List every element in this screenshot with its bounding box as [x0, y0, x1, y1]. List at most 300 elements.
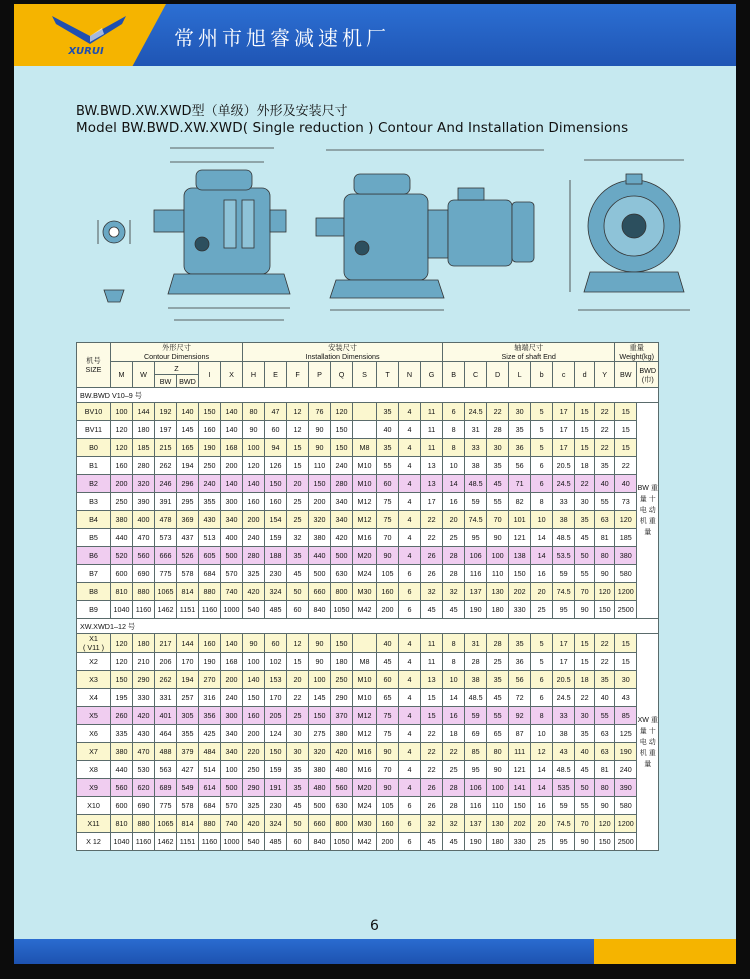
- table-cell: 578: [177, 797, 199, 815]
- table-cell: M12: [353, 707, 377, 725]
- model-cell: B6: [77, 547, 111, 565]
- table-cell: 160: [265, 493, 287, 511]
- table-cell: 340: [331, 493, 353, 511]
- table-cell: 206: [155, 653, 177, 671]
- table-cell: 36: [509, 439, 531, 457]
- table-cell: 560: [133, 547, 155, 565]
- table-cell: 478: [155, 511, 177, 529]
- col-BWD-label: BWD: [639, 365, 657, 375]
- table-cell: 6: [531, 671, 553, 689]
- table-cell: 880: [133, 583, 155, 601]
- table-cell: 60: [287, 833, 309, 851]
- table-cell: 74.5: [553, 583, 575, 601]
- table-cell: 130: [487, 815, 509, 833]
- table-cell: 45: [421, 833, 443, 851]
- table-cell: 120: [595, 583, 615, 601]
- table-cell: 200: [377, 833, 399, 851]
- table-cell: M10: [353, 457, 377, 475]
- table-cell: 153: [265, 671, 287, 689]
- table-cell: 250: [111, 493, 133, 511]
- table-cell: 1160: [199, 833, 221, 851]
- title-chinese: BW.BWD.XW.XWD型（单级）外形及安装尺寸: [76, 104, 348, 119]
- table-cell: 200: [111, 475, 133, 493]
- col-Z-BWD: BWD: [177, 375, 199, 388]
- table-cell: 4: [399, 671, 421, 689]
- table-cell: 55: [575, 565, 595, 583]
- table-cell: 40: [377, 421, 399, 439]
- table-cell: 6: [399, 583, 421, 601]
- table-cell: 82: [509, 493, 531, 511]
- catalog-page: [14, 4, 736, 964]
- table-cell: 380: [615, 547, 637, 565]
- col-H: H: [243, 362, 265, 388]
- table-cell: 530: [133, 761, 155, 779]
- xw-rows: [77, 634, 699, 851]
- table-cell: 40: [575, 743, 595, 761]
- table-cell: 90: [575, 833, 595, 851]
- table-cell: 28: [443, 547, 465, 565]
- table-cell: 125: [615, 725, 637, 743]
- table-cell: 140: [243, 475, 265, 493]
- table-cell: 35: [487, 671, 509, 689]
- col-BWD-unit: (巾): [641, 374, 654, 384]
- table-cell: 30: [287, 743, 309, 761]
- table-cell: 92: [509, 707, 531, 725]
- table-cell: 12: [531, 743, 553, 761]
- table-cell: 8: [443, 439, 465, 457]
- table-cell: 140: [221, 403, 243, 421]
- table-cell: 150: [331, 439, 353, 457]
- table-cell: 140: [221, 421, 243, 439]
- table-cell: M12: [353, 725, 377, 743]
- table-cell: 145: [177, 421, 199, 439]
- table-cell: 4: [399, 475, 421, 493]
- table-cell: 120: [111, 634, 133, 653]
- table-cell: 840: [309, 601, 331, 619]
- table-cell: 102: [265, 653, 287, 671]
- table-cell: 20: [287, 671, 309, 689]
- table-cell: 160: [377, 815, 399, 833]
- model-cell: B8: [77, 583, 111, 601]
- col-S: S: [353, 362, 377, 388]
- table-cell: 5: [531, 634, 553, 653]
- table-cell: 355: [177, 725, 199, 743]
- table-cell: 290: [133, 671, 155, 689]
- col-d: d: [575, 362, 595, 388]
- model-cell: X6: [77, 725, 111, 743]
- table-row: [77, 529, 699, 547]
- table-row: [77, 457, 699, 475]
- table-cell: 330: [509, 601, 531, 619]
- table-cell: 275: [309, 725, 331, 743]
- table-cell: 4: [399, 403, 421, 421]
- table-cell: 194: [177, 671, 199, 689]
- table-cell: M12: [353, 493, 377, 511]
- bwd-reducer-motor-drawing: [316, 150, 544, 310]
- table-cell: 160: [243, 493, 265, 511]
- table-cell: 35: [487, 457, 509, 475]
- table-cell: 160: [199, 634, 221, 653]
- table-row: [77, 689, 699, 707]
- table-cell: 190: [199, 439, 221, 457]
- table-cell: 188: [265, 547, 287, 565]
- table-cell: 16: [531, 797, 553, 815]
- table-cell: 24.5: [465, 403, 487, 421]
- table-cell: M42: [353, 833, 377, 851]
- table-cell: 250: [199, 457, 221, 475]
- table-cell: 63: [595, 511, 615, 529]
- header-contour: [111, 343, 243, 362]
- table-cell: 420: [331, 529, 353, 547]
- table-cell: 630: [331, 797, 353, 815]
- table-cell: 220: [243, 743, 265, 761]
- table-cell: 150: [265, 743, 287, 761]
- table-cell: 150: [595, 601, 615, 619]
- table-cell: 116: [465, 797, 487, 815]
- table-cell: 246: [155, 475, 177, 493]
- table-cell: 4: [399, 511, 421, 529]
- table-cell: 28: [487, 421, 509, 439]
- table-cell: 32: [287, 529, 309, 547]
- table-cell: 5: [531, 653, 553, 671]
- col-D: D: [487, 362, 509, 388]
- table-cell: 30: [575, 493, 595, 511]
- table-cell: 500: [221, 547, 243, 565]
- table-cell: 200: [243, 725, 265, 743]
- table-cell: 190: [615, 743, 637, 761]
- table-cell: 1040: [111, 833, 133, 851]
- table-cell: 150: [331, 634, 353, 653]
- table-cell: 50: [575, 779, 595, 797]
- table-cell: 159: [265, 529, 287, 547]
- table-cell: 290: [331, 689, 353, 707]
- model-cell: X9: [77, 779, 111, 797]
- table-cell: 6: [531, 475, 553, 493]
- table-cell: 549: [177, 779, 199, 797]
- table-cell: 620: [133, 779, 155, 797]
- table-cell: 15: [421, 689, 443, 707]
- table-cell: 76: [309, 403, 331, 421]
- table-cell: 90: [487, 529, 509, 547]
- table-cell: M10: [353, 475, 377, 493]
- table-cell: 10: [443, 457, 465, 475]
- model-cell: B9: [77, 601, 111, 619]
- table-cell: 168: [221, 653, 243, 671]
- table-cell: M8: [353, 439, 377, 457]
- table-cell: 18: [575, 457, 595, 475]
- table-cell: 180: [331, 653, 353, 671]
- table-cell: 26: [421, 797, 443, 815]
- table-cell: 105: [377, 565, 399, 583]
- table-cell: 22: [595, 634, 615, 653]
- table-cell: 689: [155, 779, 177, 797]
- table-cell: 22: [595, 403, 615, 421]
- table-cell: 775: [155, 565, 177, 583]
- col-E: E: [265, 362, 287, 388]
- table-cell: 14: [531, 547, 553, 565]
- table-cell: 401: [155, 707, 177, 725]
- table-cell: 262: [155, 671, 177, 689]
- table-cell: 70: [377, 761, 399, 779]
- table-cell: 35: [287, 779, 309, 797]
- table-cell: 684: [199, 565, 221, 583]
- table-cell: 120: [331, 403, 353, 421]
- table-cell: 355: [199, 493, 221, 511]
- table-cell: 65: [377, 689, 399, 707]
- model-cell: B1: [77, 457, 111, 475]
- table-cell: 240: [221, 689, 243, 707]
- table-cell: 535: [553, 779, 575, 797]
- table-cell: 2500: [615, 601, 637, 619]
- table-cell: 26: [421, 779, 443, 797]
- table-cell: 325: [243, 797, 265, 815]
- table-cell: 90: [377, 743, 399, 761]
- title-english: Model BW.BWD.XW.XWD( Single reduction ) Contour And Installation Dimensions: [76, 120, 629, 136]
- table-cell: 15: [615, 403, 637, 421]
- table-cell: 45: [487, 689, 509, 707]
- table-cell: 20.5: [553, 457, 575, 475]
- table-cell: 4: [399, 779, 421, 797]
- table-cell: 240: [331, 457, 353, 475]
- table-cell: 14: [443, 689, 465, 707]
- table-cell: 270: [199, 671, 221, 689]
- table-cell: M10: [353, 689, 377, 707]
- table-cell: 330: [133, 689, 155, 707]
- table-cell: 154: [265, 511, 287, 529]
- table-cell: 26: [421, 547, 443, 565]
- bw-rows: [77, 403, 699, 619]
- model-cell: X4: [77, 689, 111, 707]
- model-cell: X2: [77, 653, 111, 671]
- table-cell: 50: [287, 815, 309, 833]
- table-cell: 250: [243, 761, 265, 779]
- table-cell: 600: [111, 565, 133, 583]
- table-cell: 75: [377, 493, 399, 511]
- table-cell: 90: [309, 634, 331, 653]
- header-shaft: [443, 343, 615, 362]
- table-cell: 59: [465, 493, 487, 511]
- table-row: [77, 439, 699, 457]
- table-cell: 573: [155, 529, 177, 547]
- table-cell: 17: [553, 634, 575, 653]
- table-cell: 1050: [331, 601, 353, 619]
- table-cell: 15: [287, 457, 309, 475]
- table-cell: 488: [155, 743, 177, 761]
- table-cell: 48.5: [553, 761, 575, 779]
- table-cell: 814: [177, 815, 199, 833]
- table-cell: 240: [243, 529, 265, 547]
- table-cell: 140: [177, 403, 199, 421]
- table-cell: 75: [377, 707, 399, 725]
- table-cell: 12: [287, 403, 309, 421]
- table-cell: 150: [309, 707, 331, 725]
- table-row: [77, 421, 699, 439]
- table-cell: 81: [595, 761, 615, 779]
- table-cell: 40: [595, 689, 615, 707]
- table-cell: 840: [309, 833, 331, 851]
- table-cell: 22: [421, 725, 443, 743]
- table-row: [77, 475, 699, 493]
- table-cell: 100: [243, 653, 265, 671]
- table-cell: 85: [615, 707, 637, 725]
- table-cell: 430: [199, 511, 221, 529]
- table-cell: 210: [133, 653, 155, 671]
- table-cell: 32: [421, 583, 443, 601]
- table-cell: 22: [421, 511, 443, 529]
- table-cell: 12: [287, 421, 309, 439]
- table-cell: 101: [509, 511, 531, 529]
- header-shaft-cn: 轴端尺寸: [514, 343, 544, 352]
- table-cell: 195: [111, 689, 133, 707]
- table-cell: 15: [287, 653, 309, 671]
- table-cell: 4: [399, 439, 421, 457]
- table-cell: 25: [531, 601, 553, 619]
- weight-note: XW 重 量 十 电 动 机 重 量: [637, 634, 659, 851]
- table-cell: 295: [177, 493, 199, 511]
- table-cell: 200: [243, 511, 265, 529]
- table-cell: M10: [353, 671, 377, 689]
- table-cell: 325: [243, 565, 265, 583]
- table-cell: M20: [353, 547, 377, 565]
- table-cell: 70: [575, 815, 595, 833]
- table-cell: 356: [199, 707, 221, 725]
- table-cell: 110: [487, 565, 509, 583]
- table-cell: 197: [155, 421, 177, 439]
- table-cell: 202: [509, 583, 531, 601]
- table-cell: 5: [531, 421, 553, 439]
- table-cell: 331: [155, 689, 177, 707]
- table-cell: 6: [531, 457, 553, 475]
- table-cell: 580: [615, 797, 637, 815]
- table-cell: 380: [309, 761, 331, 779]
- table-cell: 59: [553, 797, 575, 815]
- table-cell: 194: [177, 457, 199, 475]
- table-cell: 880: [133, 815, 155, 833]
- table-cell: 90: [309, 439, 331, 457]
- table-cell: 15: [421, 707, 443, 725]
- table-cell: 11: [421, 653, 443, 671]
- table-cell: 20: [287, 475, 309, 493]
- table-cell: 614: [199, 779, 221, 797]
- company-name: 常州市旭睿减速机厂: [174, 26, 390, 50]
- table-cell: 1462: [155, 601, 177, 619]
- table-cell: 230: [265, 565, 287, 583]
- col-c: c: [553, 362, 575, 388]
- table-cell: 200: [377, 601, 399, 619]
- table-cell: 90: [595, 565, 615, 583]
- table-cell: 100: [487, 779, 509, 797]
- table-cell: 60: [377, 475, 399, 493]
- table-cell: 95: [553, 601, 575, 619]
- table-cell: 25: [443, 529, 465, 547]
- header-contour-en: Contour Dimensions: [143, 352, 210, 361]
- table-cell: 55: [487, 493, 509, 511]
- table-cell: 22: [421, 529, 443, 547]
- table-cell: 369: [177, 511, 199, 529]
- table-cell: 4: [399, 653, 421, 671]
- table-cell: M16: [353, 761, 377, 779]
- table-cell: 810: [111, 815, 133, 833]
- table-cell: 500: [331, 547, 353, 565]
- table-cell: 440: [111, 529, 133, 547]
- table-cell: 59: [465, 707, 487, 725]
- table-row: [77, 707, 699, 725]
- table-cell: 137: [465, 583, 487, 601]
- table-cell: 160: [243, 707, 265, 725]
- table-cell: 420: [133, 707, 155, 725]
- table-cell: 110: [487, 797, 509, 815]
- table-cell: 106: [465, 779, 487, 797]
- table-cell: 316: [199, 689, 221, 707]
- table-row: [77, 761, 699, 779]
- table-cell: 74.5: [553, 815, 575, 833]
- table-cell: M30: [353, 583, 377, 601]
- table-cell: 8: [531, 493, 553, 511]
- table-cell: 56: [509, 671, 531, 689]
- table-cell: 70: [575, 583, 595, 601]
- table-cell: 12: [287, 634, 309, 653]
- table-cell: 22: [421, 761, 443, 779]
- table-cell: 17: [421, 493, 443, 511]
- model-cell: B2: [77, 475, 111, 493]
- table-cell: 391: [155, 493, 177, 511]
- table-cell: M20: [353, 779, 377, 797]
- table-cell: 71: [509, 475, 531, 493]
- table-cell: 190: [465, 601, 487, 619]
- table-cell: 400: [133, 511, 155, 529]
- table-cell: 63: [595, 725, 615, 743]
- table-cell: 11: [421, 439, 443, 457]
- model-cell: X11: [77, 815, 111, 833]
- table-cell: 87: [509, 725, 531, 743]
- table-cell: 20: [443, 511, 465, 529]
- table-cell: 500: [309, 797, 331, 815]
- table-cell: 1160: [133, 833, 155, 851]
- table-cell: 15: [615, 634, 637, 653]
- table-cell: 28: [443, 797, 465, 815]
- table-cell: 150: [243, 689, 265, 707]
- col-BW: BW: [615, 362, 637, 388]
- table-row: [77, 565, 699, 583]
- table-cell: 150: [111, 671, 133, 689]
- table-cell: 500: [221, 779, 243, 797]
- table-cell: 1065: [155, 583, 177, 601]
- table-cell: 379: [177, 743, 199, 761]
- table-cell: 540: [243, 833, 265, 851]
- table-cell: 22: [595, 653, 615, 671]
- table-cell: 1462: [155, 833, 177, 851]
- page-number: 6: [370, 918, 379, 934]
- table-cell: 570: [221, 797, 243, 815]
- table-cell: 1000: [221, 833, 243, 851]
- table-cell: 180: [487, 833, 509, 851]
- table-cell: 4: [399, 725, 421, 743]
- table-cell: 22: [595, 421, 615, 439]
- table-cell: 5: [531, 439, 553, 457]
- table-cell: 55: [595, 707, 615, 725]
- table-cell: 59: [553, 565, 575, 583]
- table-cell: 38: [553, 511, 575, 529]
- col-Q: Q: [331, 362, 353, 388]
- table-cell: 70: [487, 511, 509, 529]
- table-cell: 43: [553, 743, 575, 761]
- header-contour-cn: 外形尺寸: [162, 343, 191, 352]
- table-cell: 126: [265, 457, 287, 475]
- table-cell: 324: [265, 583, 287, 601]
- table-cell: 880: [199, 583, 221, 601]
- table-cell: 4: [399, 493, 421, 511]
- table-cell: 280: [133, 457, 155, 475]
